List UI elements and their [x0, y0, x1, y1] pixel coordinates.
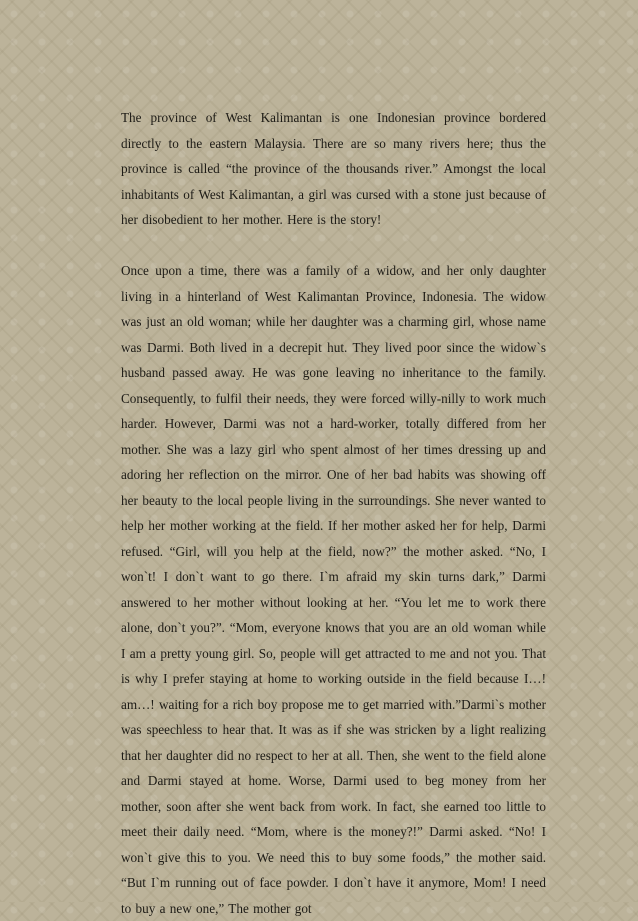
intro-paragraph: The province of West Kalimantan is one Indonesian province bordered directly to the eastern Malaysia. There are so many rivers here; thus the province is called “the province of the thousands river.” Amongst the local inhabitants of West Kalimantan, a girl was cursed with a stone just because of her disobedient to her mother. Here is the story! [121, 110, 546, 227]
story-text [121, 105, 546, 921]
story-paragraph: Once upon a time, there was a family of a widow, and her only daughter living in a hinterland of West Kalimantan Province, Indonesia. The widow was just an old woman; while her daughter was a charming girl, whose name was Darmi. Both lived in a decrepit hut. They lived poor since the widow`s husband passed away. He was gone leaving no inheritance to the family. Consequently, to fulfil their needs, they were forced willy-nilly to work much harder. However, Darmi was not a hard-worker, totally differed from her mother. She was a lazy girl who spent almost of her times dressing up and adoring her reflection on the mirror. One of her bad habits was showing off her beauty to the local people living in the surroundings. She never wanted to help her mother working at the field. If her mother asked her for help, Darmi refused. “Girl, will you help at the field, now?” the mother asked. “No, I won`t! I don`t want to go there. I`m afraid my skin turns dark,” Darmi answered to her mother without looking at her. “You let me to work there alone, don`t you?”. “Mom, everyone knows that you are an old woman while I am a pretty young girl. So, people will get attracted to me and not you. That is why I prefer staying at home to working outside in the field because I…! am…! waiting for a rich boy propose me to get married with.”Darmi`s mother was speechless to hear that. It was as if she was stricken by a light realizing that her daughter did no respect to her at all. Then, she went to the field alone and Darmi stayed at home. Worse, Darmi used to beg money from her mother, soon after she went back from work. In fact, she earned too little to meet their daily need. “Mom, where is the money?!” Darmi asked. “No! I won`t give this to you. We need this to buy some foods,” the mother said. “But I`m running out of face powder. I don`t have it anymore, Mom! I need to buy a new one,” The mother got [121, 263, 546, 916]
